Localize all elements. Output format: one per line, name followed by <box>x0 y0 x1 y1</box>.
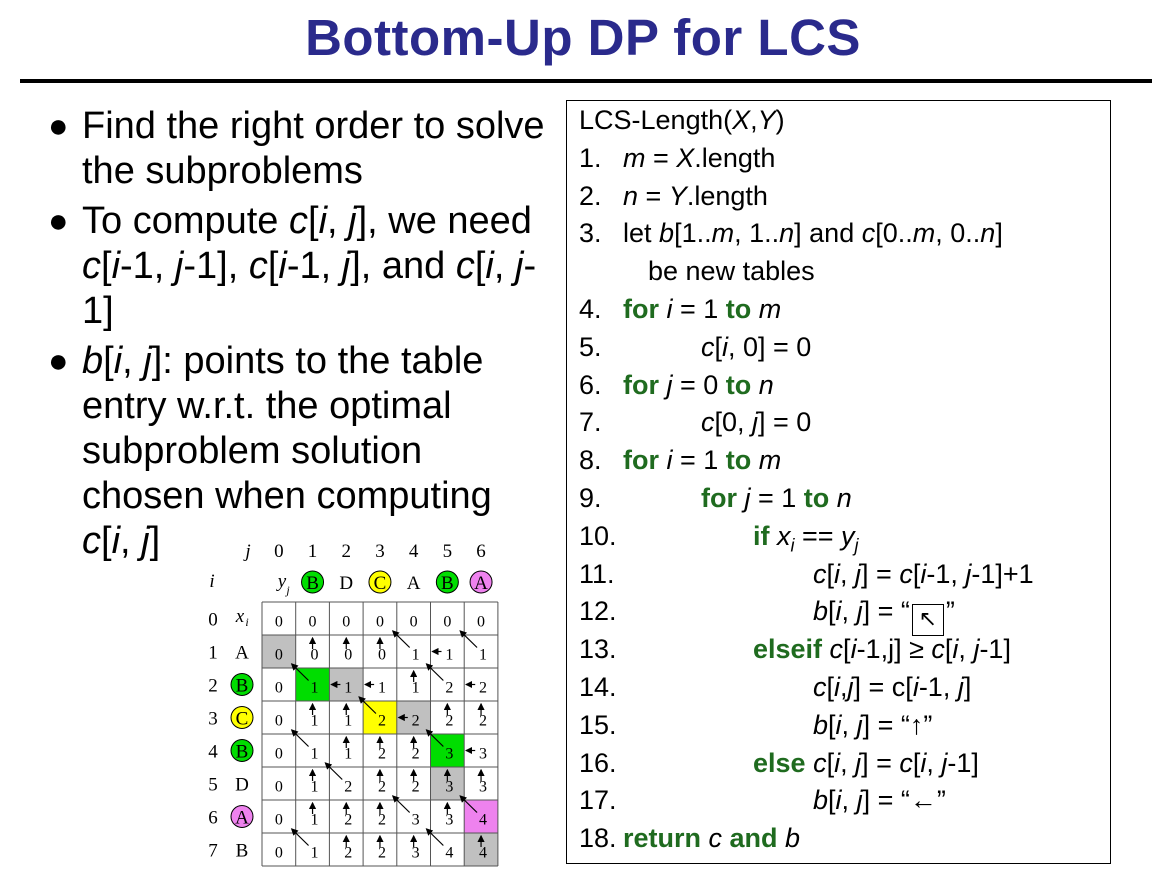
code-token: j <box>856 709 863 740</box>
code-token: j <box>855 558 862 589</box>
cell-value: 1 <box>310 778 319 796</box>
code-token: m <box>758 445 782 476</box>
diagonal-arrow-icon: ↖ <box>912 604 944 636</box>
code-token: j <box>941 747 948 778</box>
code-token: i <box>722 331 729 362</box>
code-token: = 1 <box>672 294 726 324</box>
bullet-text: i <box>111 520 121 562</box>
code-token: j <box>752 407 759 438</box>
code-token: = 1 <box>672 445 726 476</box>
cell-value: 2 <box>344 778 353 796</box>
cell-value: 1 <box>310 679 319 697</box>
diagonal-arrow-icon <box>427 664 444 681</box>
code-token: X <box>732 105 751 135</box>
column-index: 3 <box>375 541 385 562</box>
cell-value: 2 <box>445 712 454 730</box>
code-token: -1] <box>947 747 979 778</box>
code-token: [ <box>826 747 835 778</box>
code-token: to <box>725 445 759 476</box>
x-label: x <box>235 606 245 627</box>
code-token: Y <box>757 105 776 135</box>
y-char: D <box>339 573 354 594</box>
cell-value: 1 <box>377 679 386 697</box>
line-number: 15. <box>579 709 617 740</box>
code-token: -1, <box>926 558 966 589</box>
code-token: c <box>708 823 723 854</box>
cell-value: 1 <box>479 646 488 664</box>
y-char: B <box>306 573 319 594</box>
code-token: j <box>854 535 859 556</box>
row-index: 4 <box>208 741 218 763</box>
y-char: B <box>441 573 454 594</box>
code-token: ” <box>945 596 955 627</box>
code-token: m <box>623 142 646 173</box>
diagonal-arrow-icon <box>393 796 410 813</box>
code-token: , 0.. <box>935 218 981 249</box>
cell-value: 4 <box>479 811 488 829</box>
diagonal-arrow-icon <box>292 730 309 747</box>
bullet-text: i <box>318 200 328 242</box>
code-token: ] = <box>861 747 900 778</box>
code-token: = <box>645 142 677 173</box>
code-token: -1] <box>979 634 1011 665</box>
code-token: let <box>623 218 660 249</box>
code-token: [ <box>828 785 836 816</box>
code-token: c <box>899 558 913 589</box>
code-token: i <box>834 672 841 702</box>
code-token: -1,j] ≥ <box>856 634 932 665</box>
cell-value: 0 <box>274 613 283 631</box>
line-number: 6. <box>579 369 602 400</box>
code-token: i <box>920 558 927 589</box>
column-index: 0 <box>274 541 284 562</box>
code-token: b <box>659 218 675 249</box>
code-token: c <box>861 218 876 249</box>
bullet-text: [ <box>101 245 112 287</box>
code-token: c <box>931 634 945 665</box>
bullet-text: , <box>493 245 515 287</box>
code-token: , <box>840 672 848 702</box>
cell-value: 0 <box>375 613 384 631</box>
code-token: , <box>926 747 942 778</box>
code-token: , <box>840 558 856 589</box>
cell-value: 4 <box>445 844 454 862</box>
cell-value: 2 <box>479 712 488 730</box>
row-index-label: i <box>209 571 215 592</box>
cell-value: 2 <box>377 844 386 862</box>
cell-value: 2 <box>377 778 386 796</box>
line-number: 16. <box>579 747 617 778</box>
cell-value: 4 <box>479 844 488 862</box>
code-token: for <box>623 294 667 324</box>
code-token: = 0 <box>672 369 726 400</box>
code-token: , <box>841 709 857 740</box>
cell-value: 0 <box>310 646 319 664</box>
bullet-text: -1] <box>82 245 537 332</box>
code-token: n <box>758 369 774 400</box>
code-token: i <box>834 747 841 778</box>
column-index-label: j <box>245 541 251 562</box>
code-token: [ <box>828 596 836 627</box>
code-token: j <box>965 558 972 589</box>
column-index: 1 <box>307 541 318 562</box>
code-token: n <box>623 180 639 211</box>
code-token: j <box>957 672 964 702</box>
bullet-text: j <box>174 245 184 287</box>
row-index: 3 <box>208 708 218 730</box>
bullet-text: ], and <box>350 245 456 287</box>
code-token: [ <box>944 634 953 665</box>
code-token: elseif <box>753 634 830 665</box>
bullet-dot-icon: ● <box>48 202 69 240</box>
cell-value: 1 <box>310 844 319 862</box>
cell-value: 1 <box>411 646 420 664</box>
cell-value: 1 <box>344 745 353 763</box>
bullet-text: i <box>111 245 121 287</box>
code-token: j <box>856 596 863 627</box>
bullet-text: c <box>82 520 101 562</box>
line-number: 9. <box>579 483 602 513</box>
cell-value: 0 <box>344 646 353 664</box>
code-token: ) <box>775 105 785 135</box>
cell-value: 0 <box>409 613 418 631</box>
y-subscript: j <box>286 583 290 597</box>
cell-value: 2 <box>411 745 420 763</box>
code-token: y <box>841 520 855 551</box>
cell-value: 0 <box>274 778 283 796</box>
cell-value: 2 <box>377 745 386 763</box>
line-number: 1. <box>579 142 602 173</box>
cell-value: 2 <box>344 811 353 829</box>
cell-value: 3 <box>445 811 454 829</box>
cell-value: 2 <box>411 712 420 730</box>
code-token: -1]+1 <box>971 558 1034 589</box>
code-token: X <box>676 142 695 173</box>
code-token: for <box>701 483 745 513</box>
cell-value: 0 <box>443 613 452 631</box>
bullet-text: i <box>485 245 494 287</box>
code-token: j <box>847 672 854 702</box>
code-token: ] = “←” <box>862 785 946 816</box>
code-token: and <box>722 823 786 854</box>
line-number: 17. <box>579 785 617 816</box>
bullet-text: -1, <box>120 245 175 287</box>
cell-value: 3 <box>445 745 454 763</box>
line-number: 12. <box>579 596 617 627</box>
line-number: 8. <box>579 445 602 476</box>
line-number: 3. <box>579 218 602 249</box>
code-token: c <box>813 672 827 702</box>
code-token: i <box>920 747 927 778</box>
diagonal-arrow-icon <box>292 829 309 846</box>
code-token: .length <box>694 142 776 173</box>
x-char: B <box>235 675 249 697</box>
line-number: 4. <box>579 294 602 324</box>
code-token: , <box>841 785 857 816</box>
column-index: 6 <box>476 541 486 562</box>
code-token: m <box>758 294 782 324</box>
bullet-text: [ <box>267 245 279 287</box>
bullet-text: j <box>141 520 150 562</box>
row-index: 7 <box>208 840 218 862</box>
cell-value: 2 <box>344 844 353 862</box>
code-token: j <box>856 785 863 816</box>
code-token: , <box>840 747 856 778</box>
cell-value: 1 <box>411 679 420 697</box>
code-token: j <box>744 483 751 513</box>
cell-value: 0 <box>377 646 386 664</box>
y-char: A <box>474 573 488 594</box>
code-token: n <box>779 218 795 249</box>
code-token: ] = c[ <box>853 672 913 702</box>
code-token: i <box>835 596 842 627</box>
bullet-text: [ <box>101 520 112 562</box>
cell-value: 2 <box>377 811 386 829</box>
code-token: i <box>666 294 673 324</box>
code-token: , <box>958 634 974 665</box>
code-token: i <box>666 445 673 476</box>
slide-title: Bottom-Up DP for LCS <box>305 9 861 66</box>
bullet-text: j <box>515 245 524 287</box>
cell-value: 1 <box>445 646 454 664</box>
code-token: c <box>813 558 827 589</box>
cell-value: 3 <box>479 778 488 796</box>
code-token: [ <box>826 558 835 589</box>
x-char: A <box>235 807 249 829</box>
bullet-text: c <box>82 245 101 287</box>
code-token: [ <box>714 331 723 362</box>
cell-value: 1 <box>310 712 319 730</box>
x-char: B <box>235 840 249 862</box>
code-token: to <box>725 369 759 400</box>
row-index: 2 <box>208 675 218 697</box>
code-token: b <box>813 709 829 740</box>
code-token: -1, <box>918 672 958 702</box>
code-token: Y <box>668 180 687 211</box>
cell-value: 3 <box>411 844 420 862</box>
code-token: i <box>834 558 841 589</box>
cell-value: 1 <box>344 712 353 730</box>
bullet-text: , <box>122 340 144 382</box>
cell-value: 0 <box>274 712 283 730</box>
bullet-text: , <box>327 200 349 242</box>
cell-value: 0 <box>274 679 283 697</box>
code-token: , 0] = 0 <box>728 331 812 362</box>
code-token: ] = 0 <box>758 407 812 438</box>
code-token: ] = “↑” <box>862 709 933 740</box>
code-token: i <box>835 709 842 740</box>
code-token: i <box>952 634 959 665</box>
bullet-text: j <box>348 200 357 242</box>
bullet-text: -1], <box>183 245 249 287</box>
code-token: ] and <box>794 218 862 249</box>
bullet-text: , <box>120 520 142 562</box>
cell-value: 0 <box>342 613 351 631</box>
y-char: A <box>406 573 421 594</box>
code-token: b <box>785 823 801 854</box>
bullet-text: c <box>455 245 475 287</box>
bullet-text: -1, <box>286 245 342 287</box>
x-char: C <box>235 708 249 730</box>
cell-value: 3 <box>445 778 454 796</box>
code-token: i <box>850 634 857 665</box>
cell-value: 0 <box>274 844 283 862</box>
code-token: be new tables <box>648 256 815 287</box>
line-number: 14. <box>579 672 617 702</box>
cell-value: 0 <box>274 811 283 829</box>
row-index: 1 <box>208 642 218 664</box>
cell-value: 1 <box>310 745 319 763</box>
code-token: c <box>899 747 913 778</box>
line-number: 18. <box>579 823 617 854</box>
code-token: [1.. <box>674 218 712 249</box>
code-token: i <box>835 785 842 816</box>
code-token: j <box>973 634 980 665</box>
bullet-text: To compute <box>82 200 289 242</box>
code-token: [ <box>912 747 921 778</box>
bullet-text: c <box>289 200 308 242</box>
cell-value: 3 <box>411 811 420 829</box>
code-token: c <box>813 747 827 778</box>
code-token: j <box>666 369 673 400</box>
code-token: c <box>829 634 844 665</box>
code-token: c <box>701 407 715 438</box>
bullet-text: i <box>278 245 287 287</box>
code-token: , 1.. <box>734 218 780 249</box>
row-index: 0 <box>208 609 218 631</box>
line-number: 13. <box>579 634 617 665</box>
x-subscript: i <box>245 615 249 629</box>
column-index: 2 <box>341 541 351 562</box>
bullet-dot-icon: ● <box>48 342 69 380</box>
code-token: ] <box>995 218 1003 249</box>
cell-value: 0 <box>308 613 317 631</box>
x-char: D <box>235 774 249 796</box>
code-token: ] = “ <box>862 596 910 627</box>
cell-value: 2 <box>479 679 488 697</box>
cell-value: 0 <box>274 646 283 664</box>
code-token: , <box>841 596 857 627</box>
bullet-text: [ <box>308 200 319 242</box>
code-token: b <box>813 785 829 816</box>
code-token: , <box>750 105 758 135</box>
line-number: 10. <box>579 520 617 551</box>
code-token: [0, <box>714 407 753 438</box>
code-token: [ <box>826 672 835 702</box>
code-token: if <box>753 520 777 551</box>
column-index: 5 <box>442 541 453 562</box>
code-token: for <box>623 445 667 476</box>
code-token: x <box>777 520 791 551</box>
bullet-text: Find the right order to solve the subproblems <box>82 105 545 192</box>
bullet-text: j <box>143 340 152 382</box>
line-number: 7. <box>579 407 602 438</box>
diagonal-arrow-icon <box>427 829 444 846</box>
cell-value: 1 <box>344 679 353 697</box>
cell-value: 1 <box>310 811 319 829</box>
cell-value: 2 <box>377 712 386 730</box>
bullet-text: [ <box>474 245 486 287</box>
row-index: 6 <box>208 807 218 829</box>
bullet-text: i <box>113 340 123 382</box>
bullet-text: ]: points to the table entry w.r.t. the optimal subproblem solution chosen when computing <box>82 340 492 517</box>
y-label: y <box>277 571 287 592</box>
line-number: 2. <box>579 180 602 211</box>
line-number: 5. <box>579 331 602 362</box>
y-char: C <box>373 573 387 594</box>
bullet-text: j <box>341 245 351 287</box>
code-token: n <box>836 483 852 513</box>
code-token: n <box>980 218 996 249</box>
code-token: j <box>855 747 862 778</box>
x-char: B <box>235 741 249 763</box>
column-index: 4 <box>408 541 419 562</box>
code-token: [ <box>843 634 851 665</box>
code-token: = <box>638 180 669 211</box>
code-token: return <box>623 823 709 854</box>
code-token: == <box>794 520 842 551</box>
code-token: [0.. <box>875 218 913 249</box>
bullet-dot-icon: ● <box>48 107 69 145</box>
bullet-text: ] <box>149 520 161 562</box>
code-token: for <box>623 369 667 400</box>
cell-value: 0 <box>477 613 486 631</box>
cell-value: 2 <box>411 778 420 796</box>
code-token: [ <box>828 709 836 740</box>
cell-value: 2 <box>445 679 454 697</box>
code-token: = 1 <box>750 483 804 513</box>
code-token: ] = <box>861 558 900 589</box>
bullet-text: c <box>248 245 268 287</box>
diagonal-arrow-icon <box>460 631 477 648</box>
bullet-text: b <box>82 340 104 382</box>
code-token: ] <box>963 672 972 702</box>
code-token: c <box>701 331 715 362</box>
cell-value: 0 <box>274 745 283 763</box>
code-token: i <box>790 535 795 556</box>
cell-value: 3 <box>479 745 488 763</box>
diagonal-arrow-icon <box>325 763 342 780</box>
code-token: i <box>912 672 919 702</box>
code-token: .length <box>686 180 768 211</box>
code-token: b <box>813 596 829 627</box>
bullet-text: ], we need <box>356 200 532 242</box>
diagonal-arrow-icon <box>393 631 410 648</box>
code-token: to <box>725 294 759 324</box>
code-token: [ <box>912 558 921 589</box>
x-char: A <box>235 642 249 664</box>
code-token: else <box>753 747 814 778</box>
code-token: m <box>912 218 936 249</box>
bullet-text: [ <box>103 340 114 382</box>
code-token: to <box>803 483 837 513</box>
code-token: m <box>711 218 735 249</box>
row-index: 5 <box>208 774 218 796</box>
code-token: LCS-Length( <box>579 105 733 135</box>
line-number: 11. <box>579 558 615 589</box>
